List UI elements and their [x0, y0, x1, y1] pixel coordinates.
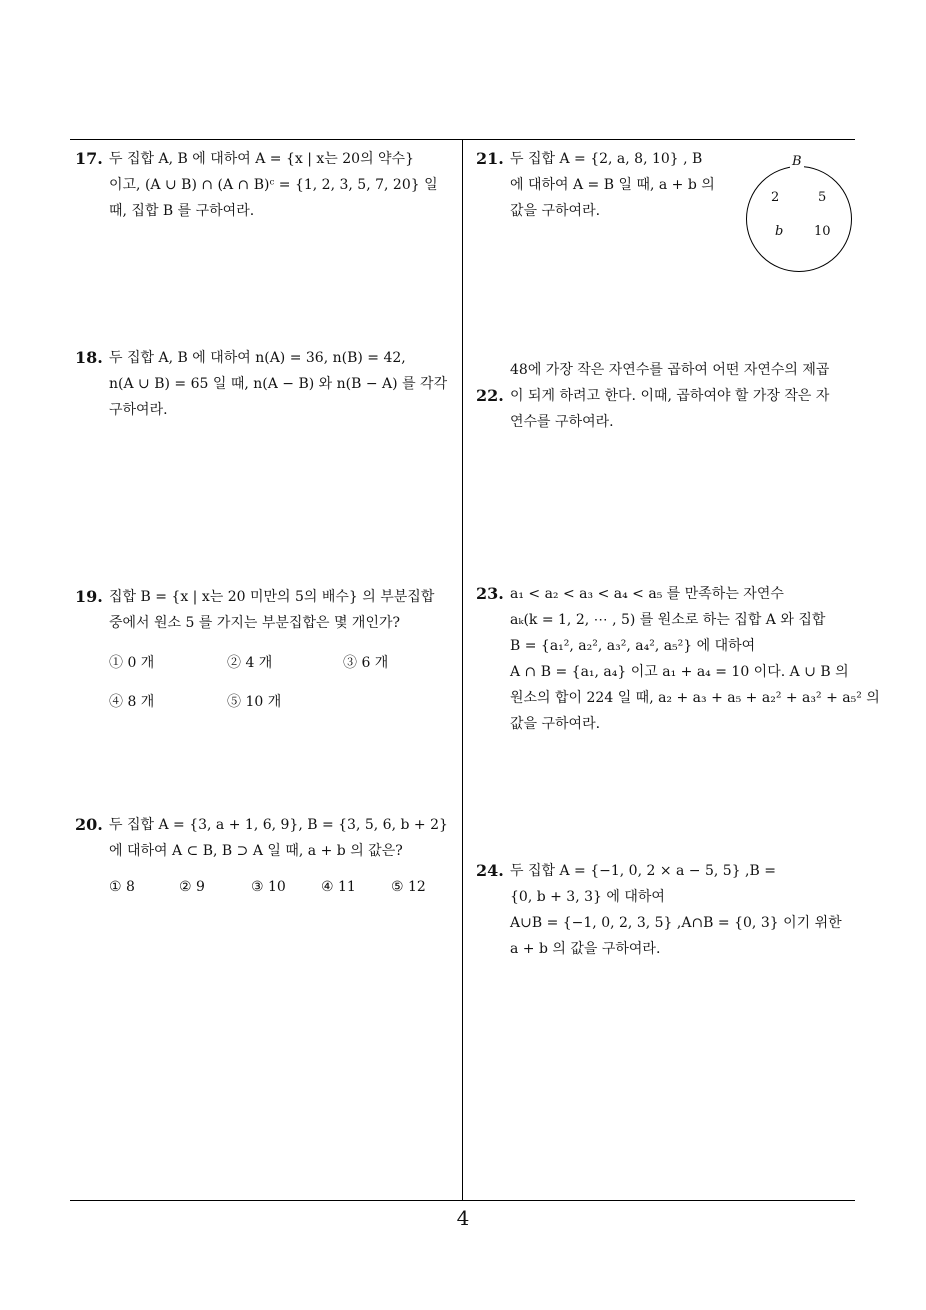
question-number: 24.: [476, 861, 504, 880]
choices-row: [109, 689, 460, 715]
question-number: 19.: [75, 587, 103, 606]
question-19: [75, 584, 460, 715]
set-circle: [746, 166, 852, 272]
set-element: b: [775, 224, 784, 239]
question-text-line: A∪B = {−1, 0, 2, 3, 5} ,A∩B = {0, 3} 이기 위한: [510, 915, 842, 931]
question-18: [75, 345, 460, 423]
question-text-line: 중에서 원소 5 를 가지는 부분집합은 몇 개인가?: [109, 615, 400, 631]
column-divider: [462, 139, 463, 1201]
choice-5[interactable]: ⑤ 10 개: [227, 694, 282, 710]
question-text-line: aₖ(k = 1, 2, ⋯ , 5) 를 원소로 하는 집합 A 와 집합: [510, 612, 826, 628]
question-text-line: {0, b + 3, 3} 에 대하여: [510, 889, 665, 905]
question-text-line: a + b 의 값을 구하여라.: [510, 941, 661, 957]
question-text-line: 두 집합 A = {−1, 0, 2 × a − 5, 5} ,B =: [510, 863, 776, 879]
question-text-line: 48에 가장 작은 자연수를 곱하여 어떤 자연수의 제곱: [510, 362, 830, 378]
question-text-line: 때, 집합 B 를 구하여라.: [109, 203, 255, 219]
question-number: 21.: [476, 149, 504, 168]
question-number: 17.: [75, 149, 103, 168]
question-text-line: 에 대하여 A ⊂ B, B ⊃ A 일 때, a + b 의 값은?: [109, 843, 403, 859]
question-text-line: 원소의 합이 224 일 때, a₂ + a₃ + a₅ + a₂² + a₃² + a₅² 의: [510, 690, 880, 706]
question-17: [75, 146, 460, 224]
set-element: 2: [771, 190, 780, 205]
question-text-line: 에 대하여 A = B 일 때, a + b 의: [510, 177, 715, 193]
choice-3[interactable]: ③ 6 개: [343, 655, 389, 671]
choices-row: [109, 874, 460, 900]
set-label: B: [792, 154, 802, 169]
question-text-line: 두 집합 A, B 에 대하여 n(A) = 36, n(B) = 42,: [109, 350, 406, 366]
question-24: [476, 858, 861, 962]
choice-1[interactable]: ① 0 개: [109, 655, 155, 671]
question-text-line: 두 집합 A = {2, a, 8, 10} , B: [510, 151, 703, 167]
choice-2[interactable]: ② 4 개: [227, 655, 273, 671]
page-number: 4: [456, 1206, 470, 1230]
question-text-line: 두 집합 A = {3, a + 1, 6, 9}, B = {3, 5, 6, b + 2}: [109, 817, 448, 833]
question-text-line: 값을 구하여라.: [510, 716, 601, 732]
question-text-line: 집합 B = {x | x는 20 미만의 5의 배수} 의 부분집합: [109, 589, 435, 605]
question-number: 22.: [476, 386, 504, 405]
choice-4[interactable]: ④ 8 개: [109, 694, 155, 710]
question-text-line: B = {a₁², a₂², a₃², a₄², a₅²} 에 대하여: [510, 638, 756, 654]
question-23: [476, 581, 880, 737]
question-21: [476, 146, 746, 224]
choices-row: [109, 650, 460, 676]
bottom-rule: [70, 1200, 855, 1201]
choice-5[interactable]: ⑤ 12: [391, 879, 426, 895]
question-text-line: 연수를 구하여라.: [510, 414, 614, 430]
set-element: 10: [814, 224, 831, 239]
question-number: 20.: [75, 815, 103, 834]
set-element: 5: [818, 190, 827, 205]
question-text-line: 이 되게 하려고 한다. 이때, 곱하여야 할 가장 작은 자: [510, 388, 830, 404]
choice-4[interactable]: ④ 11: [321, 879, 356, 895]
choice-1[interactable]: ① 8: [109, 879, 135, 895]
question-20: [75, 812, 460, 900]
question-22: [476, 362, 861, 435]
question-text-line: n(A ∪ B) = 65 일 때, n(A − B) 와 n(B − A) 를 각각: [109, 376, 448, 392]
question-number: 23.: [476, 584, 504, 603]
question-text-line: A ∩ B = {a₁, a₄} 이고 a₁ + a₄ = 10 이다. A ∪ B 의: [510, 664, 849, 680]
venn-diagram: [742, 152, 858, 272]
question-text-line: 구하여라.: [109, 402, 168, 418]
choice-2[interactable]: ② 9: [179, 879, 205, 895]
question-text-line: 이고, (A ∪ B) ∩ (A ∩ B)ᶜ = {1, 2, 3, 5, 7, 20} 일: [109, 177, 438, 193]
question-text-line: 두 집합 A, B 에 대하여 A = {x | x는 20의 약수}: [109, 151, 414, 167]
choice-3[interactable]: ③ 10: [251, 879, 286, 895]
question-text-line: a₁ < a₂ < a₃ < a₄ < a₅ 를 만족하는 자연수: [510, 586, 784, 602]
question-number: 18.: [75, 348, 103, 367]
question-text-line: 값을 구하여라.: [510, 203, 601, 219]
